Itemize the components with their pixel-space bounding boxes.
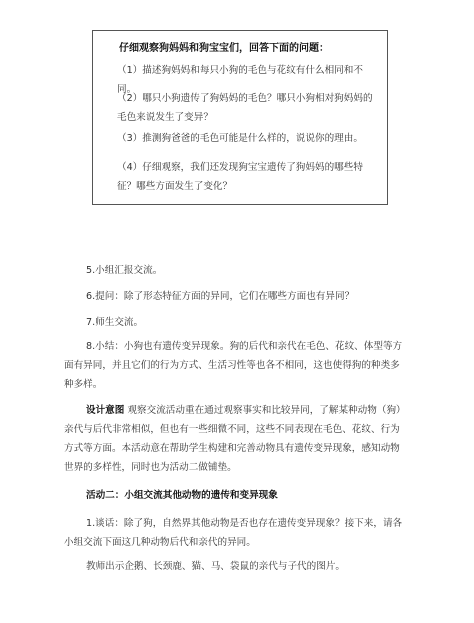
step-8-summary: 8.小结：小狗也有遗传变异现象。狗的后代和亲代在毛色、花纹、体型等方面有异同，并且它们的行为方式、生活习性等也各不相同，这也使得狗的种类多种多样。 [64,341,403,390]
activity2-talk: 1.谈话：除了狗，自然界其他动物是否也存在遗传变异现象？接下来，请各小组交流下面这几种动物后代和亲代的异同。 [64,518,403,548]
question-box [92,30,388,205]
question-box-title: 仔细观察狗妈妈和狗宝宝们，回答下面的问题： [119,43,329,54]
activity2-teacher-shows: 教师出示企鹅、长颈鹿、猫、马、袋鼠的亲代与子代的图片。 [86,561,346,572]
question-4: （4）仔细观察，我们还发现狗宝宝遗传了狗妈妈的哪些特征？哪些方面发生了变化？ [117,162,363,192]
design-intent [64,401,406,477]
step-6: 6.提问：除了形态特征方面的异同，它们在哪些方面也有异同？ [86,291,355,302]
step-7: 7.师生交流。 [86,317,144,328]
step-5: 5.小组汇报交流。 [86,265,163,276]
question-2: （2）哪只小狗遗传了狗妈妈的毛色？哪只小狗相对狗妈妈的毛色来说发生了变异？ [117,93,373,123]
question-3: （3）推测狗爸爸的毛色可能是什么样的，说说你的理由。 [117,133,363,144]
design-intent-text: 观察交流活动重在通过观察事实和比较异同，了解某种动物（狗）亲代与后代非常相似，但也有一些细微不同，这些不同表现在毛色、花纹、行为方式等方面。本活动意在帮助学生构建和完善动物具有遗传变异现象，感知动物世界的多样性，同时也为活动二做铺垫。 [64,405,406,473]
activity2-heading: 活动二：小组交流其他动物的遗传和变异现象 [86,490,278,501]
question-1: （1）描述狗妈妈和每只小狗的毛色与花纹有什么相同和不同。 [117,65,363,95]
design-intent-label: 设计意图 [86,405,125,416]
